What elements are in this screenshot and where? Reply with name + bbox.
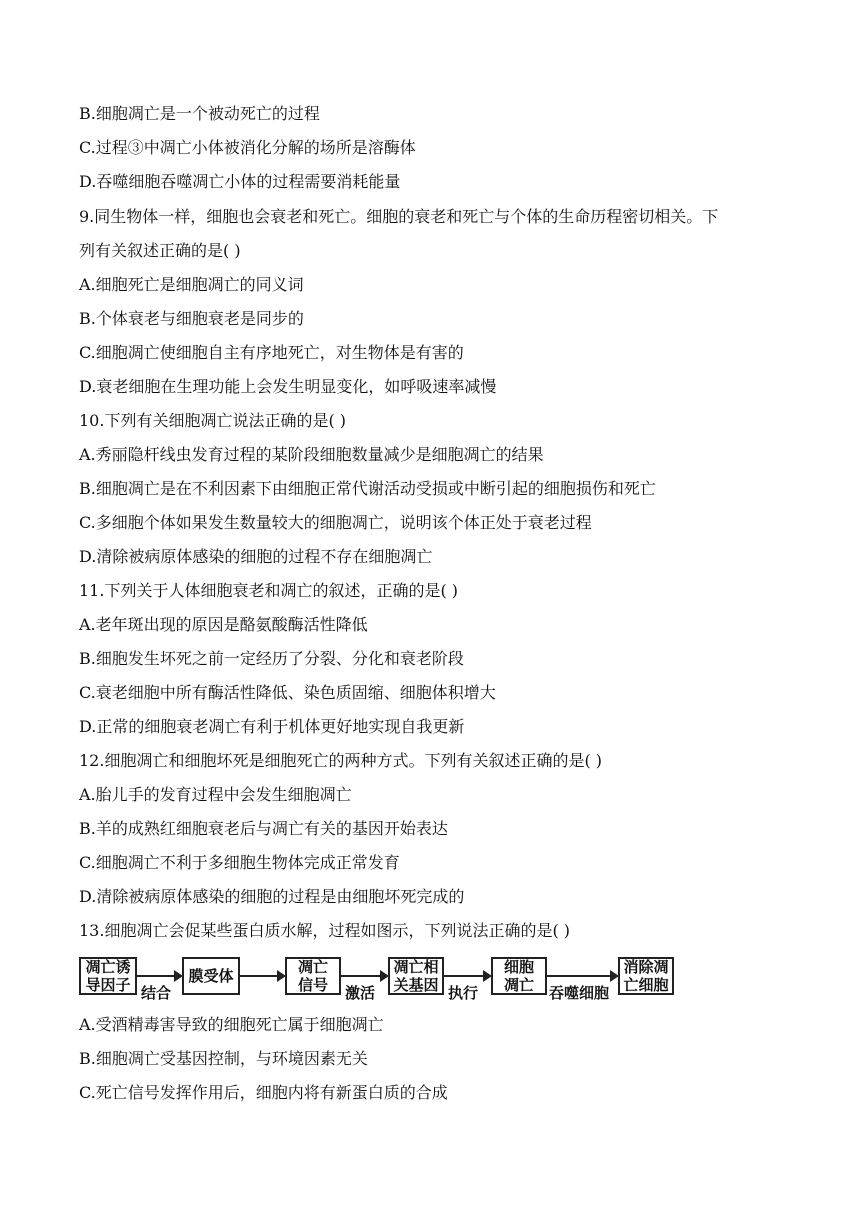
option-d-q10: D.清除被病原体感染的细胞的过程不存在细胞凋亡 <box>79 547 433 566</box>
option-b-q13: B.细胞凋亡受基因控制，与环境因素无关 <box>79 1049 368 1068</box>
flow-label-activate: 激活 <box>345 984 376 1002</box>
option-a-q9: A.细胞死亡是细胞凋亡的同义词 <box>79 275 304 294</box>
flow-arrow-1 <box>137 975 181 977</box>
question-10-stem: 10.下列有关细胞凋亡说法正确的是( ) <box>79 411 347 430</box>
flow-box-apoptosis: 细胞 凋亡 <box>491 957 547 995</box>
option-c-q11: C.衰老细胞中所有酶活性降低、染色质固缩、细胞体积增大 <box>79 683 496 702</box>
option-d-q8: D.吞噬细胞吞噬凋亡小体的过程需要消耗能量 <box>79 172 401 191</box>
question-11-stem: 11.下列关于人体细胞衰老和凋亡的叙述，正确的是( ) <box>79 581 459 600</box>
apoptosis-flow-diagram <box>79 954 679 1002</box>
flow-arrow-2 <box>240 975 284 977</box>
option-a-q10: A.秀丽隐杆线虫发育过程的某阶段细胞数量减少是细胞凋亡的结果 <box>79 445 544 464</box>
option-d-q11: D.正常的细胞衰老凋亡有利于机体更好地实现自我更新 <box>79 717 465 736</box>
question-9-stem-line1: 9.同生物体一样，细胞也会衰老和死亡。细胞的衰老和死亡与个体的生命历程密切相关。下 <box>79 207 719 226</box>
option-a-q12: A.胎儿手的发育过程中会发生细胞凋亡 <box>79 785 352 804</box>
option-b-q10: B.细胞凋亡是在不利因素下由细胞正常代谢活动受损或中断引起的细胞损伤和死亡 <box>79 479 656 498</box>
option-b-q9: B.个体衰老与细胞衰老是同步的 <box>79 309 304 328</box>
flow-label-execute: 执行 <box>448 984 479 1002</box>
option-d-q12: D.清除被病原体感染的细胞的过程是由细胞坏死完成的 <box>79 887 465 906</box>
flow-box-genes: 凋亡相 关基因 <box>388 957 444 995</box>
flow-box-receptor: 膜受体 <box>182 957 240 995</box>
option-a-q13: A.受酒精毒害导致的细胞死亡属于细胞凋亡 <box>79 1015 384 1034</box>
option-c-q12: C.细胞凋亡不利于多细胞生物体完成正常发育 <box>79 853 400 872</box>
question-12-stem: 12.细胞凋亡和细胞坏死是细胞死亡的两种方式。下列有关叙述正确的是( ) <box>79 751 603 770</box>
option-c-q13: C.死亡信号发挥作用后，细胞内将有新蛋白质的合成 <box>79 1083 448 1102</box>
flow-arrow-4 <box>444 975 490 977</box>
option-c-q9: C.细胞凋亡使细胞自主有序地死亡，对生物体是有害的 <box>79 343 464 362</box>
flow-label-bind: 结合 <box>141 984 172 1002</box>
option-a-q11: A.老年斑出现的原因是酪氨酸酶活性降低 <box>79 615 368 634</box>
option-b-q12: B.羊的成熟红细胞衰老后与凋亡有关的基因开始表达 <box>79 819 448 838</box>
flow-arrow-5 <box>547 975 617 977</box>
option-c-q8: C.过程③中凋亡小体被消化分解的场所是溶酶体 <box>79 138 416 157</box>
question-13-stem: 13.细胞凋亡会促某些蛋白质水解，过程如图示，下列说法正确的是( ) <box>79 921 571 940</box>
question-9-stem-line2: 列有关叙述正确的是( ) <box>79 241 241 260</box>
option-d-q9: D.衰老细胞在生理功能上会发生明显变化，如呼吸速率减慢 <box>79 377 497 396</box>
flow-box-clearance: 消除凋 亡细胞 <box>618 957 674 995</box>
flow-label-phagocyte: 吞噬细胞 <box>549 984 610 1002</box>
flow-arrow-3 <box>341 975 387 977</box>
option-b-q11: B.细胞发生坏死之前一定经历了分裂、分化和衰老阶段 <box>79 649 464 668</box>
option-b-q8: B.细胞凋亡是一个被动死亡的过程 <box>79 104 320 123</box>
flow-box-inducer: 凋亡诱 导因子 <box>79 957 137 995</box>
flow-box-signal: 凋亡 信号 <box>285 957 341 995</box>
option-c-q10: C.多细胞个体如果发生数量较大的细胞凋亡，说明该个体正处于衰老过程 <box>79 513 592 532</box>
